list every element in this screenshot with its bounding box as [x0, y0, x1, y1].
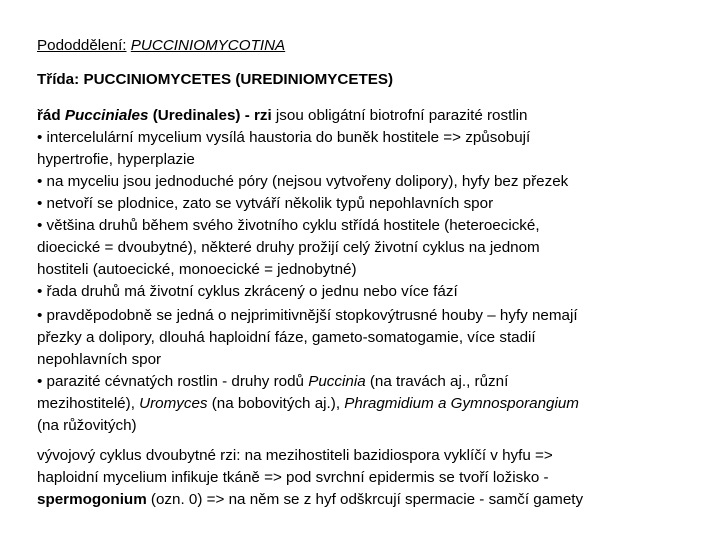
spermogonium-term: spermogonium [37, 491, 147, 508]
lifecycle-line: haploidní mycelium infikuje tkáně => pod svrchní epidermis se tvoří ložisko - [37, 469, 549, 486]
class-name: PUCCINIOMYCETES (UREDINIOMYCETES) [83, 71, 394, 88]
genus-phragmidium: Phragmidium [344, 395, 434, 412]
bullet-line: přezky a dolipory, dlouhá haploidní fáze, gameto-somatogamie, více stadií [37, 329, 536, 346]
bullet-line: dioecické = dvoubytné), některé druhy prožijí celý životní cyklus na jednom [37, 239, 540, 256]
subdivision-label: Pododdělení: [37, 37, 127, 54]
bullet-line: • většina druhů během svého životního cyklu střídá hostitele (heteroecické, [37, 217, 540, 234]
bullet-line: • intercelulární mycelium vysílá haustoria do buněk hostitele => způsobují [37, 129, 531, 146]
bullet-line: • řada druhů má životní cyklus zkrácený o jednu nebo více fází [37, 283, 458, 300]
bullet-line: • pravděpodobně se jedná o nejprimitivnější stopkovýtrusné houby – hyfy nemají [37, 307, 578, 324]
order-line [37, 107, 528, 125]
lifecycle-text: (ozn. 0) => na něm se z hyf odškrcují spermacie - samčí gamety [146, 491, 584, 508]
bullet-line: • na myceliu jsou jednoduché póry (nejsou vytvořeny dolipory), hyfy bez přezek [37, 173, 569, 190]
bullet-line: nepohlavních spor [37, 351, 162, 368]
parasites-text: (na bobovitých aj.), [207, 395, 345, 412]
parasites-text: • parazité cévnatých rostlin - druhy rodů [37, 373, 309, 390]
bullet-line: • netvoří se plodnice, zato se vytváří několik typů nepohlavních spor [37, 195, 494, 212]
genus-uromyces: Uromyces [139, 395, 208, 412]
class-label: Třída: [37, 71, 80, 88]
lifecycle-line: vývojový cyklus dvoubytné rzi: na mezihostiteli bazidiospora vyklíčí v hyfu => [37, 447, 553, 464]
order-description: jsou obligátní biotrofní parazité rostlin [271, 107, 528, 124]
genus-puccinia: Puccinia [308, 373, 366, 390]
bullet-line: hypertrofie, hyperplazie [37, 151, 195, 168]
parasites-line [37, 395, 579, 413]
genus-gymnosporangium: Gymnosporangium [450, 395, 579, 412]
class-heading [37, 71, 393, 89]
subdivision-heading [37, 37, 285, 55]
lifecycle-line [37, 491, 583, 509]
bullet-line: hostiteli (autoecické, monoecické = jednobytné) [37, 261, 357, 278]
parasites-line: (na růžovitých) [37, 417, 137, 434]
parasites-text: mezihostitelé), [37, 395, 140, 412]
order-common-name: rzi [253, 107, 272, 124]
order-name: Pucciniales [64, 107, 149, 124]
subdivision-name: PUCCINIOMYCOTINA [130, 37, 286, 54]
order-prefix: řád [37, 107, 61, 124]
order-synonym: (Uredinales) [152, 107, 241, 124]
parasites-text: (na travách aj., různí [365, 373, 509, 390]
parasites-line [37, 373, 508, 391]
order-dash: - [240, 107, 254, 124]
parasites-text: a [433, 395, 451, 412]
